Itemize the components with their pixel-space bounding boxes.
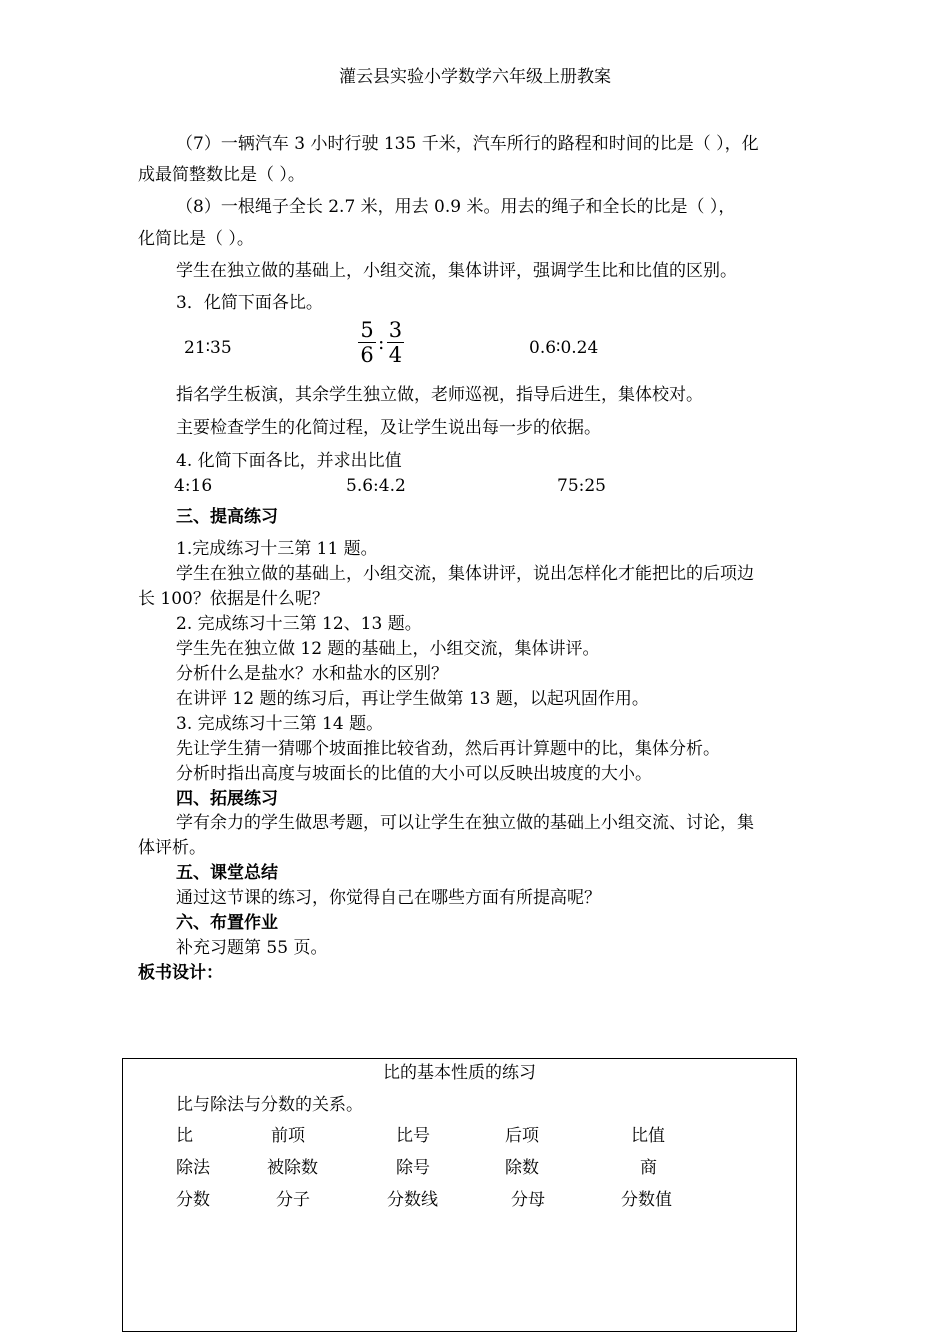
fraction-five-sixths — [358, 318, 376, 367]
board-cell: 后项 — [505, 1126, 539, 1146]
exercise-3-a: 21∶35 — [184, 338, 232, 358]
question-8-line-2: 化简比是（ ）。 — [138, 229, 254, 249]
note-check-process: 主要检查学生的化简过程，及让学生说出每一步的依据。 — [176, 418, 601, 438]
board-title: 比的基本性质的练习 — [383, 1063, 536, 1083]
board-cell: 比 — [176, 1126, 193, 1146]
exercise-3-b-fraction-ratio — [358, 318, 404, 367]
board-design-box — [122, 1058, 797, 1332]
section-4-heading: 四、拓展练习 — [176, 789, 278, 809]
practice-3-note-2: 分析时指出高度与坡面长的比值的大小可以反映出坡度的大小。 — [176, 764, 652, 784]
task-4-title: 4. 化简下面各比，并求出比值 — [176, 451, 402, 471]
practice-2-note-1: 学生先在独立做 12 题的基础上，小组交流，集体讲评。 — [176, 639, 600, 659]
board-cell: 被除数 — [267, 1158, 318, 1178]
exercise-4-a: 4:16 — [174, 476, 213, 496]
question-8-line-1: （8）一根绳子全长 2.7 米，用去 0.9 米。用去的绳子和全长的比是（ ）， — [176, 197, 736, 217]
practice-2-note-2: 分析什么是盐水？水和盐水的区别？ — [176, 664, 448, 684]
fraction-a-denominator: 6 — [360, 343, 374, 367]
page-header: 灌云县实验小学数学六年级上册教案 — [339, 67, 611, 87]
practice-1-note-line-2: 长 100？依据是什么呢？ — [138, 589, 329, 609]
question-7-line-2: 成最简整数比是（ ）。 — [138, 165, 305, 185]
board-cell: 分数 — [176, 1190, 210, 1210]
board-design-label: 板书设计： — [138, 963, 223, 983]
task-3-title: 3．化简下面各比。 — [176, 293, 323, 313]
exercise-4-b: 5.6:4.2 — [346, 476, 406, 496]
exercise-3-c: 0.6∶0.24 — [529, 338, 599, 358]
board-cell: 除号 — [396, 1158, 430, 1178]
section-5-note: 通过这节课的练习，你觉得自己在哪些方面有所提高呢？ — [176, 888, 601, 908]
practice-3-note-1: 先让学生猜一猜哪个坡面推比较省劲，然后再计算题中的比，集体分析。 — [176, 739, 720, 759]
board-cell: 分母 — [511, 1190, 545, 1210]
section-5-heading: 五、课堂总结 — [176, 863, 278, 883]
board-cell: 比值 — [631, 1126, 665, 1146]
section-6-heading: 六、布置作业 — [176, 913, 278, 933]
note-ratio-difference: 学生在独立做的基础上，小组交流，集体讲评，强调学生比和比值的区别。 — [176, 261, 737, 281]
practice-3: 3. 完成练习十三第 14 题。 — [176, 714, 384, 734]
board-cell: 分数线 — [387, 1190, 438, 1210]
board-cell: 分子 — [276, 1190, 310, 1210]
board-cell: 比号 — [396, 1126, 430, 1146]
section-4-note-line-2: 体评析。 — [138, 838, 206, 858]
fraction-b-numerator: 3 — [388, 318, 403, 342]
board-subtitle: 比与除法与分数的关系。 — [176, 1095, 363, 1115]
fraction-a-numerator: 5 — [360, 318, 374, 342]
fraction-three-fourths — [386, 318, 404, 367]
practice-1-note-line-1: 学生在独立做的基础上，小组交流，集体讲评，说出怎样化才能把比的后项边 — [176, 564, 754, 584]
exercise-4-c: 75:25 — [557, 476, 606, 496]
board-cell: 前项 — [271, 1126, 305, 1146]
board-cell: 除数 — [505, 1158, 539, 1178]
board-cell: 分数值 — [621, 1190, 672, 1210]
board-cell: 除法 — [176, 1158, 210, 1178]
practice-2-note-3: 在讲评 12 题的练习后，再让学生做第 13 题，以起巩固作用。 — [176, 689, 649, 709]
section-6-note: 补充习题第 55 页。 — [176, 938, 328, 958]
section-4-note-line-1: 学有余力的学生做思考题，可以让学生在独立做的基础上小组交流、讨论，集 — [176, 813, 754, 833]
note-board-work: 指名学生板演，其余学生独立做，老师巡视，指导后进生，集体校对。 — [176, 385, 703, 405]
board-cell: 商 — [640, 1158, 657, 1178]
practice-2: 2. 完成练习十三第 12、13 题。 — [176, 614, 422, 634]
ratio-colon: : — [378, 331, 385, 354]
fraction-b-denominator: 4 — [388, 343, 403, 367]
section-3-heading: 三、提高练习 — [176, 507, 278, 527]
question-7-line-1: （7）一辆汽车 3 小时行驶 135 千米，汽车所行的路程和时间的比是（ ），化 — [176, 134, 759, 154]
practice-1: 1.完成练习十三第 11 题。 — [176, 539, 378, 559]
